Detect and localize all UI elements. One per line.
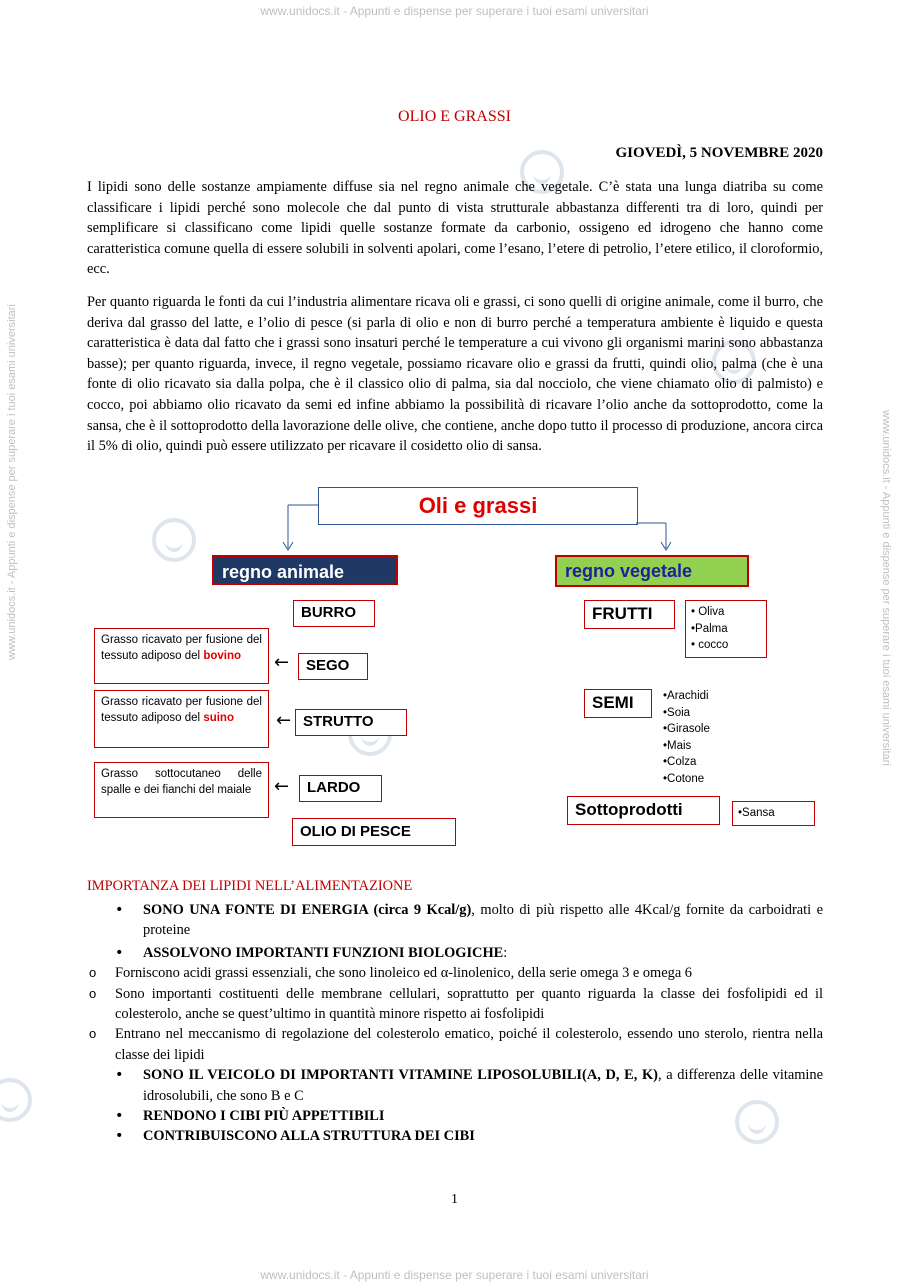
animal-kingdom-header: regno animale [212, 555, 398, 585]
note-sego: Grasso ricavato per fusione del tessuto adiposo del bovino [94, 628, 269, 684]
vegetable-kingdom-header: regno vegetale [555, 555, 749, 587]
list-item: o Forniscono acidi grassi essenziali, che sono linoleico ed α-linolenico, della serie omega 3 e omega 6 [87, 963, 823, 983]
diagram-root: Oli e grassi [318, 487, 638, 525]
oils-fats-diagram [0, 480, 909, 850]
node-olio-di-pesce: OLIO DI PESCE [292, 818, 456, 846]
list-item: • ASSOLVONO IMPORTANTI FUNZIONI BIOLOGICHE: [87, 943, 823, 963]
list-item: o Sono importanti costituenti delle membrane cellulari, soprattutto per quanto riguarda la classe dei fosfolipidi ed il colesterolo, anche se quest’ultimo in quantità minore rispetto ai fosfolipidi [87, 984, 823, 1025]
page-title: OLIO E GRASSI [398, 108, 511, 125]
node-lardo: LARDO [299, 775, 382, 802]
lecture-date: GIOVEDÌ, 5 NOVEMBRE 2020 [615, 145, 823, 161]
list-item: • CONTRIBUISCONO ALLA STRUTTURA DEI CIBI [87, 1126, 823, 1146]
arrow-left-icon: ← [276, 710, 292, 731]
node-sego: SEGO [298, 653, 368, 680]
sources-paragraph: Per quanto riguarda le fonti da cui l’industria alimentare ricava oli e grassi, ci sono quelli di origine animale, come il burro, che deriva dal grasso del latte, e l’olio di pesce (si parla di olio e non di burro perché a temperatura ambiente è liquido e questa caratteristica è data dal fatto che i grassi sono insaturi perché le temperature a cui vivono gli organismi marini sono abbastanza basse); per quanto riguarda, invece, il regno vegetale, possiamo ricavare olio e grassi da frutti, quindi olio, palma (che è una fonte di olio ricavato sia dalla polpa, che è il classico olio di palma, sia dal nocciolo, che viene chiamato olio di palmisto) e cocco, poi abbiamo olio ricavato da semi ed infine abbiamo la possibilità di ricavare l’olio anche da sottoprodotto, come la sansa, che è il sottoprodotto della lavorazione delle olive, che contiene, anche dopo tutto il processo di produzione, ancora circa il 5% di olio, quindi può essere utilizzato per ricavare il cosidetto olio di sansa. [87, 294, 823, 455]
intro-paragraph: I lipidi sono delle sostanze ampiamente diffuse sia nel regno animale che vegetale. C’è stata una lunga diatriba su come classificare i lipidi perché sono molecole che dal punto di vista strutturale abbastanza differenti tra di loro, quindi per semplificare si classificano come lipidi quelle sostanze formate da carbonio, ossigeno ed idrogeno che hanno come caratteristica comune quella di essere solubili in solventi apolari, come l’esano, l’etere di petrolio, l’etere etilico, il cloroformio, ecc. [87, 179, 823, 278]
list-item: • RENDONO I CIBI PIÙ APPETTIBILI [87, 1106, 823, 1126]
watermark-left: www.unidocs.it - Appunti e dispense per superare i tuoi esami universitari [6, 304, 18, 660]
arrow-left-icon: ← [274, 776, 290, 797]
importance-list [87, 900, 823, 1147]
list-item: • SONO IL VEICOLO DI IMPORTANTI VITAMINE LIPOSOLUBILI(A, D, E, K), a differenza delle vitamine idrosolubili, che sono B e C [87, 1065, 823, 1106]
page-number: 1 [451, 1192, 458, 1207]
section-title: IMPORTANZA DEI LIPIDI NELL’ALIMENTAZIONE [87, 878, 413, 894]
node-semi: SEMI [584, 689, 652, 718]
watermark-header: www.unidocs.it - Appunti e dispense per superare i tuoi esami universitari [260, 4, 649, 18]
list-item: • SONO UNA FONTE DI ENERGIA (circa 9 Kcal/g), molto di più rispetto alle 4Kcal/g fornite da carboidrati e proteine [87, 900, 823, 941]
list-item: o Entrano nel meccanismo di regolazione del colesterolo ematico, poiché il colesterolo, essendo uno sterolo, rientra nella classe dei lipidi [87, 1024, 823, 1065]
list-sottoprodotti: •Sansa [732, 801, 815, 826]
node-burro: BURRO [293, 600, 375, 627]
node-frutti: FRUTTI [584, 600, 675, 629]
unidocs-logo-icon [0, 1078, 32, 1122]
node-strutto: STRUTTO [295, 709, 407, 736]
node-sottoprodotti: Sottoprodotti [567, 796, 720, 825]
arrow-left-icon: ← [274, 652, 290, 673]
note-strutto: Grasso ricavato per fusione del tessuto adiposo del suino [94, 690, 269, 748]
list-semi: •Arachidi •Soia •Girasole •Mais •Colza •Cotone [663, 690, 710, 785]
watermark-right: www.unidocs.it - Appunti e dispense per superare i tuoi esami universitari [880, 410, 892, 766]
list-frutti: • Oliva •Palma • cocco [685, 600, 767, 658]
note-lardo: Grasso sottocutaneo delle spalle e dei fianchi del maiale [94, 762, 269, 818]
watermark-footer: www.unidocs.it - Appunti e dispense per superare i tuoi esami universitari [260, 1268, 649, 1282]
